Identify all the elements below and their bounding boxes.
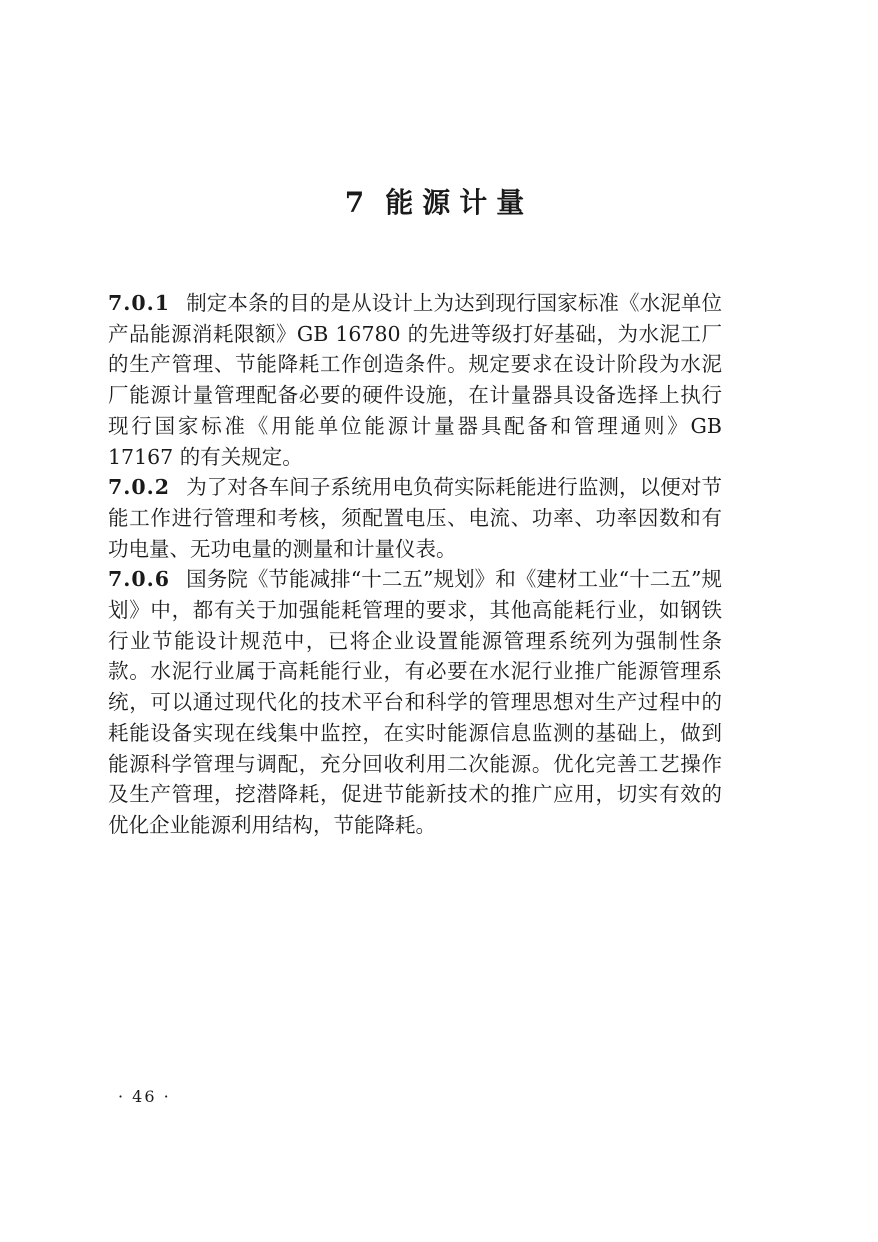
clause-text: 国务院《节能减排“十二五”规划》和《建材工业“十二五”规划》中，都有关于加强能耗管理的要求，其他高能耗行业，如钢铁行业节能设计规范中，已将企业设置能源管理系统列为强制性条款。水泥行业属于高耗能行业，有必要在水泥行业推广能源管理系统，可以通过现代化的技术平台和科学的管理思想对生产过程中的耗能设备实现在线集中监控，在实时能源信息监测的基础上，做到能源科学管理与调配，充分回收利用二次能源。优化完善工艺操作及生产管理，挖潜降耗，促进节能新技术的推广应用，切实有效的优化企业能源利用结构，节能降耗。 bbox=[108, 567, 722, 837]
clause-7-0-2 bbox=[108, 472, 722, 564]
chapter-number: 7 bbox=[344, 186, 374, 219]
chapter-heading bbox=[0, 183, 878, 223]
clause-number: 7.0.1 bbox=[108, 291, 171, 315]
chapter-body bbox=[108, 288, 722, 841]
clause-7-0-1 bbox=[108, 288, 722, 472]
chapter-title: 能源计量 bbox=[385, 186, 534, 219]
clause-number: 7.0.6 bbox=[108, 567, 171, 592]
clause-7-0-6 bbox=[108, 564, 722, 840]
page-number: · 46 · bbox=[118, 1087, 171, 1106]
clause-number: 7.0.2 bbox=[108, 475, 171, 500]
clause-text: 制定本条的目的是从设计上为达到现行国家标准《水泥单位产品能源消耗限额》GB 16780 的先进等级打好基础，为水泥工厂的生产管理、节能降耗工作创造条件。规定要求在设计阶段为水泥厂能源计量管理配备必要的硬件设施，在计量器具设备选择上执行现行国家标准《用能单位能源计量器具配备和管理通则》GB 17167 的有关规定。 bbox=[108, 291, 722, 469]
clause-text: 为了对各车间子系统用电负荷实际耗能进行监测，以便对节能工作进行管理和考核，须配置电压、电流、功率、功率因数和有功电量、无功电量的测量和计量仪表。 bbox=[108, 475, 722, 561]
